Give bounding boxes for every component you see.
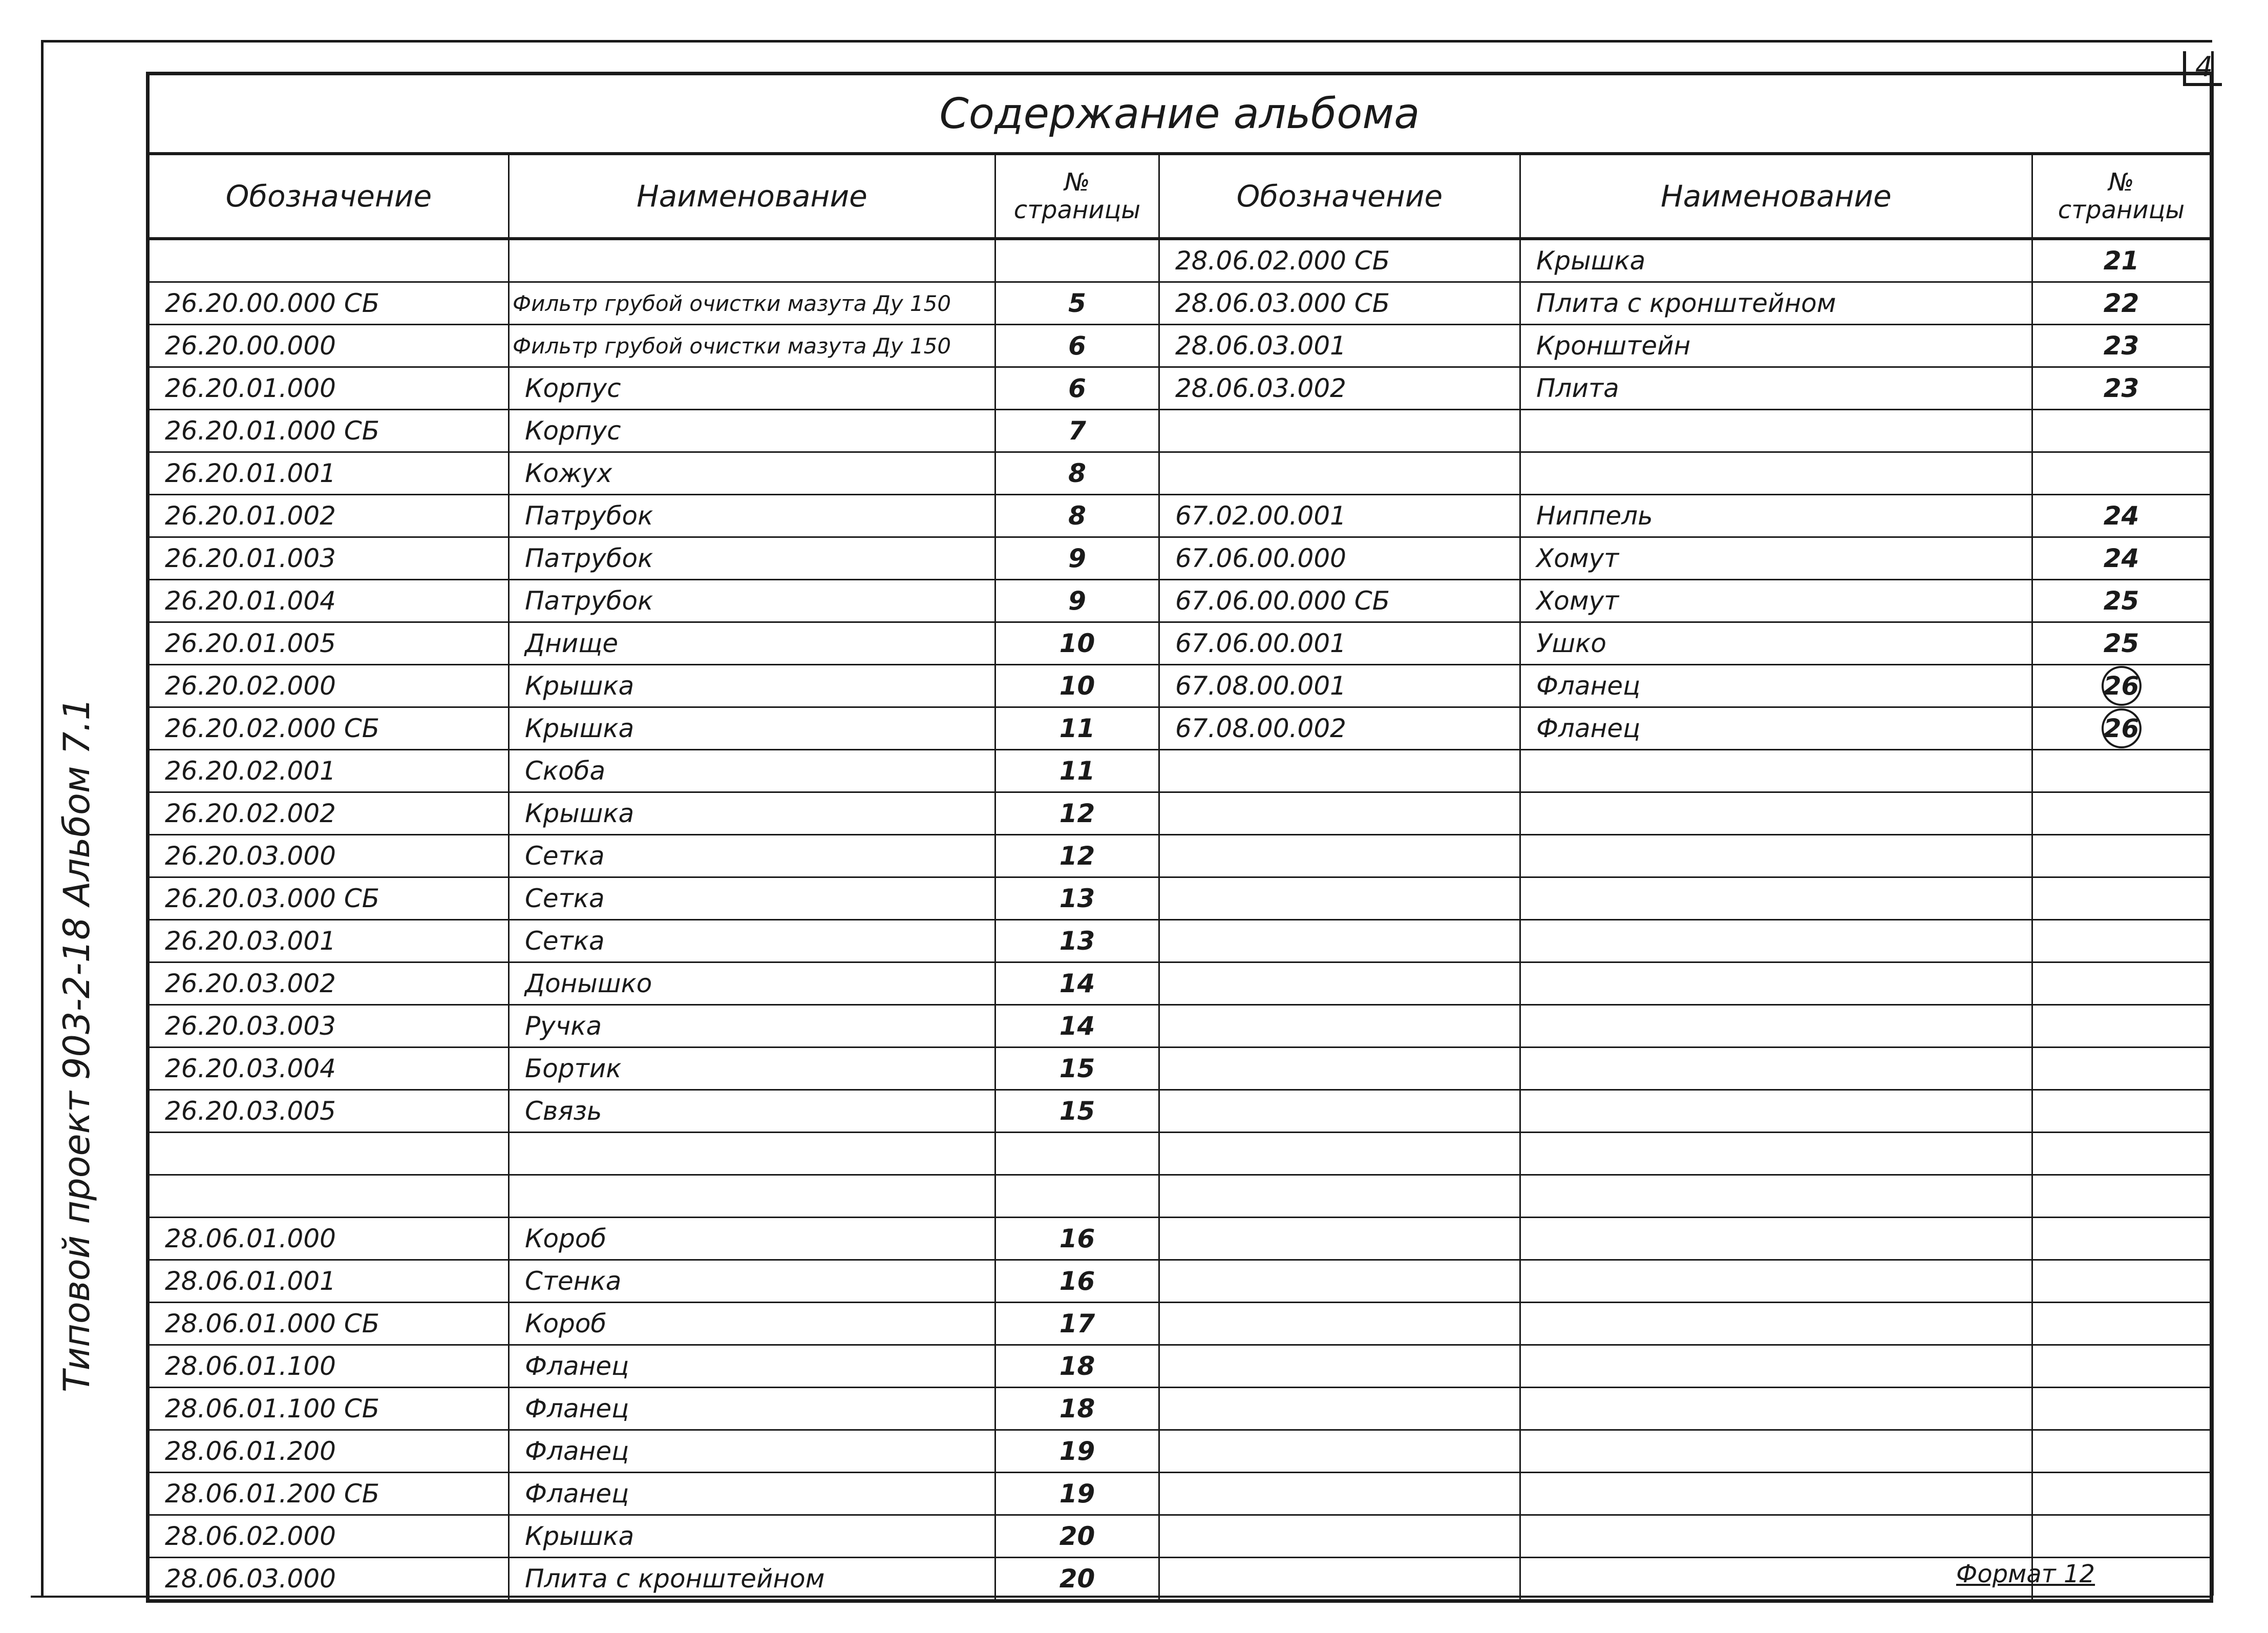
table-row [148,1388,2212,1430]
album-contents-table [146,72,2213,1603]
name-cell: Днище [509,622,995,665]
table-row [148,282,2212,325]
designation-cell-2: 67.08.00.002 [1159,707,1520,750]
name-cell-2 [1520,1345,2032,1388]
page-cell: 13 [995,920,1159,962]
name-cell-2: Плита с кронштейном [1520,282,2032,325]
table-row [148,1303,2212,1345]
designation-cell-2 [1159,835,1520,877]
name-cell: Фланец [509,1345,995,1388]
name-cell: Сетка [509,920,995,962]
page-number: 4 [2183,51,2222,86]
name-cell: Сетка [509,877,995,920]
circled-page-number: 26 [2102,708,2142,748]
name-cell-2 [1520,410,2032,452]
name-cell [509,1175,995,1218]
table-row [148,367,2212,410]
page-cell-2 [2032,665,2212,707]
page-cell [995,1175,1159,1218]
page-cell: 15 [995,1048,1159,1090]
name-cell: Патрубок [509,495,995,537]
page-cell-2 [2032,452,2212,495]
name-cell-2: Кронштейн [1520,325,2032,367]
designation-cell-2 [1159,1048,1520,1090]
designation-cell-2 [1159,1005,1520,1048]
name-cell-2 [1520,1133,2032,1175]
designation-cell-2 [1159,877,1520,920]
designation-cell-2: 67.06.00.000 СБ [1159,580,1520,622]
name-cell-2 [1520,835,2032,877]
header-name-2: Наименование [1520,154,2032,239]
name-cell: Патрубок [509,537,995,580]
designation-cell-2 [1159,1345,1520,1388]
page-cell: 6 [995,325,1159,367]
name-cell-2: Плита [1520,367,2032,410]
page-cell: 6 [995,367,1159,410]
designation-cell-2 [1159,1558,1520,1601]
table-row [148,835,2212,877]
header-page-2 [2032,154,2212,239]
table-row [148,750,2212,792]
name-cell-2 [1520,1175,2032,1218]
page-cell-2 [2032,1260,2212,1303]
name-cell: Корпус [509,410,995,452]
table-row [148,580,2212,622]
table-row [148,622,2212,665]
name-cell-2 [1520,1430,2032,1473]
designation-cell: 28.06.01.100 СБ [148,1388,509,1430]
designation-cell-2 [1159,792,1520,835]
designation-cell-2 [1159,1260,1520,1303]
name-cell-2 [1520,1558,2032,1601]
name-cell: Скоба [509,750,995,792]
table-row [148,537,2212,580]
page-cell: 14 [995,962,1159,1005]
page-cell-2 [2032,877,2212,920]
table-row [148,707,2212,750]
header-designation-2: Обозначение [1159,154,1520,239]
page-cell: 9 [995,580,1159,622]
designation-cell: 26.20.01.004 [148,580,509,622]
name-cell-2: Ниппель [1520,495,2032,537]
designation-cell: 26.20.01.000 СБ [148,410,509,452]
page-cell: 8 [995,452,1159,495]
name-cell: Сетка [509,835,995,877]
name-cell: Крышка [509,665,995,707]
designation-cell-2: 67.08.00.001 [1159,665,1520,707]
designation-cell: 26.20.03.002 [148,962,509,1005]
table-row [148,1345,2212,1388]
page-cell-2 [2032,1345,2212,1388]
page-cell-2: 23 [2032,367,2212,410]
page-cell-2 [2032,962,2212,1005]
designation-cell: 26.20.03.005 [148,1090,509,1133]
table-row [148,1218,2212,1260]
page-cell-2: 24 [2032,495,2212,537]
page-cell-2 [2032,792,2212,835]
name-cell: Донышко [509,962,995,1005]
page-cell: 17 [995,1303,1159,1345]
name-cell: Бортик [509,1048,995,1090]
page-cell-2 [2032,1388,2212,1430]
designation-cell [148,1133,509,1175]
designation-cell-2 [1159,920,1520,962]
name-cell-2: Фланец [1520,665,2032,707]
designation-cell: 28.06.01.000 [148,1218,509,1260]
designation-cell-2: 67.06.00.001 [1159,622,1520,665]
page-cell: 11 [995,750,1159,792]
page-cell: 13 [995,877,1159,920]
name-cell-2: Хомут [1520,580,2032,622]
page-cell-2 [2032,835,2212,877]
page-cell-2: 22 [2032,282,2212,325]
designation-cell [148,1175,509,1218]
table-row [148,1260,2212,1303]
page-cell-2 [2032,1175,2212,1218]
name-cell: Стенка [509,1260,995,1303]
designation-cell: 26.20.03.000 СБ [148,877,509,920]
page-cell-2 [2032,410,2212,452]
designation-cell: 26.20.02.001 [148,750,509,792]
header-page-line2: страницы [1013,196,1141,224]
page-cell-2 [2032,707,2212,750]
page-cell-2 [2032,1430,2212,1473]
page-cell: 19 [995,1473,1159,1515]
name-cell-2: Хомут [1520,537,2032,580]
page-cell: 10 [995,665,1159,707]
page-cell: 8 [995,495,1159,537]
side-caption: Типовой проект 903-2-18 Альбом 7.1 [56,697,98,1393]
name-cell: Корпус [509,367,995,410]
table-row [148,920,2212,962]
page-cell-2 [2032,1473,2212,1515]
name-cell: Ручка [509,1005,995,1048]
page-cell: 19 [995,1430,1159,1473]
designation-cell-2 [1159,1515,1520,1558]
name-cell [509,1133,995,1175]
table-row [148,1515,2212,1558]
designation-cell: 26.20.01.003 [148,537,509,580]
designation-cell: 28.06.01.200 [148,1430,509,1473]
table-row [148,962,2212,1005]
table-row [148,1430,2212,1473]
name-cell-2 [1520,750,2032,792]
designation-cell: 28.06.01.100 [148,1345,509,1388]
page-cell-2: 21 [2032,239,2212,282]
header-page-2-line2: страницы [2058,196,2185,224]
table-row [148,1175,2212,1218]
table-row [148,495,2212,537]
name-cell-2 [1520,1515,2032,1558]
table-row [148,410,2212,452]
header-page-2-line1: № [2108,168,2134,197]
table-row [148,1090,2212,1133]
table-row [148,665,2212,707]
table-row [148,325,2212,367]
designation-cell: 26.20.02.000 СБ [148,707,509,750]
name-cell: Крышка [509,792,995,835]
designation-cell: 26.20.03.000 [148,835,509,877]
designation-cell-2: 67.06.00.000 [1159,537,1520,580]
name-cell: Крышка [509,1515,995,1558]
sheet-top-line [41,40,2212,43]
designation-cell-2 [1159,1473,1520,1515]
page-cell [995,1133,1159,1175]
designation-cell-2 [1159,1090,1520,1133]
page-cell-2 [2032,1218,2212,1260]
designation-cell-2 [1159,1303,1520,1345]
header-name: Наименование [509,154,995,239]
page-cell: 12 [995,835,1159,877]
page-cell [995,239,1159,282]
designation-cell: 26.20.03.003 [148,1005,509,1048]
designation-cell-2: 28.06.03.000 СБ [1159,282,1520,325]
page-cell-2 [2032,1515,2212,1558]
name-cell: Крышка [509,707,995,750]
designation-cell: 26.20.03.001 [148,920,509,962]
name-cell: Кожух [509,452,995,495]
designation-cell: 26.20.03.004 [148,1048,509,1090]
designation-cell: 26.20.01.000 [148,367,509,410]
table-row [148,792,2212,835]
name-cell-2: Крышка [1520,239,2032,282]
name-cell: Короб [509,1303,995,1345]
designation-cell: 28.06.01.000 СБ [148,1303,509,1345]
table-row [148,452,2212,495]
page-cell: 5 [995,282,1159,325]
designation-cell-2: 67.02.00.001 [1159,495,1520,537]
page-cell-2 [2032,920,2212,962]
circled-page-number: 26 [2102,666,2142,706]
page-cell-2 [2032,750,2212,792]
designation-cell-2 [1159,750,1520,792]
name-cell-2 [1520,452,2032,495]
page-cell-2: 25 [2032,580,2212,622]
name-cell-2 [1520,920,2032,962]
designation-cell-2: 28.06.03.001 [1159,325,1520,367]
page-cell: 12 [995,792,1159,835]
sheet-left-line [41,40,44,1597]
table-row [148,1048,2212,1090]
page-cell: 10 [995,622,1159,665]
table-row [148,1558,2212,1601]
table-title: Содержание альбома [148,74,2212,154]
page-cell-2 [2032,1303,2212,1345]
page-cell: 9 [995,537,1159,580]
name-cell-2 [1520,1048,2032,1090]
table-body [148,239,2212,1601]
name-cell: Фильтр грубой очистки мазута Ду 150 [509,282,995,325]
page-cell-2: 24 [2032,537,2212,580]
page-cell-2: 25 [2032,622,2212,665]
designation-cell-2: 28.06.03.002 [1159,367,1520,410]
designation-cell: 28.06.01.001 [148,1260,509,1303]
name-cell-2 [1520,1090,2032,1133]
name-cell-2 [1520,1473,2032,1515]
header-page [995,154,1159,239]
page-cell-2: 23 [2032,325,2212,367]
page-cell: 18 [995,1345,1159,1388]
page-cell: 15 [995,1090,1159,1133]
name-cell-2 [1520,1388,2032,1430]
name-cell: Фланец [509,1430,995,1473]
page-cell: 20 [995,1515,1159,1558]
designation-cell: 26.20.00.000 [148,325,509,367]
designation-cell-2 [1159,1430,1520,1473]
table-row [148,1005,2212,1048]
name-cell-2 [1520,1218,2032,1260]
name-cell-2 [1520,792,2032,835]
header-page-line1: № [1064,168,1090,197]
designation-cell-2 [1159,1388,1520,1430]
designation-cell-2: 28.06.02.000 СБ [1159,239,1520,282]
page-cell: 18 [995,1388,1159,1430]
name-cell: Плита с кронштейном [509,1558,995,1601]
page-cell-2 [2032,1090,2212,1133]
name-cell-2 [1520,1303,2032,1345]
designation-cell: 28.06.02.000 [148,1515,509,1558]
designation-cell-2 [1159,410,1520,452]
page-cell: 16 [995,1260,1159,1303]
designation-cell: 26.20.02.002 [148,792,509,835]
designation-cell-2 [1159,452,1520,495]
designation-cell-2 [1159,1175,1520,1218]
name-cell: Короб [509,1218,995,1260]
name-cell-2 [1520,877,2032,920]
table-row [148,1133,2212,1175]
name-cell: Связь [509,1090,995,1133]
page-cell-2 [2032,1005,2212,1048]
table-row [148,877,2212,920]
designation-cell: 28.06.03.000 [148,1558,509,1601]
format-label: Формат 12 [1956,1560,2095,1588]
page-cell-2 [2032,1133,2212,1175]
page-cell: 11 [995,707,1159,750]
table-row [148,1473,2212,1515]
page-cell: 20 [995,1558,1159,1601]
name-cell [509,239,995,282]
name-cell-2: Ушко [1520,622,2032,665]
page-cell: 16 [995,1218,1159,1260]
designation-cell [148,239,509,282]
name-cell-2: Фланец [1520,707,2032,750]
name-cell: Фланец [509,1473,995,1515]
designation-cell: 26.20.00.000 СБ [148,282,509,325]
designation-cell: 26.20.02.000 [148,665,509,707]
name-cell: Фильтр грубой очистки мазута Ду 150 [509,325,995,367]
designation-cell-2 [1159,1133,1520,1175]
designation-cell: 26.20.01.001 [148,452,509,495]
table-row [148,239,2212,282]
designation-cell: 26.20.01.005 [148,622,509,665]
name-cell: Фланец [509,1388,995,1430]
name-cell: Патрубок [509,580,995,622]
designation-cell: 28.06.01.200 СБ [148,1473,509,1515]
page-cell-2 [2032,1048,2212,1090]
header-designation: Обозначение [148,154,509,239]
name-cell-2 [1520,1005,2032,1048]
name-cell-2 [1520,962,2032,1005]
name-cell-2 [1520,1260,2032,1303]
designation-cell: 26.20.01.002 [148,495,509,537]
designation-cell-2 [1159,962,1520,1005]
page-cell: 7 [995,410,1159,452]
page-cell: 14 [995,1005,1159,1048]
designation-cell-2 [1159,1218,1520,1260]
